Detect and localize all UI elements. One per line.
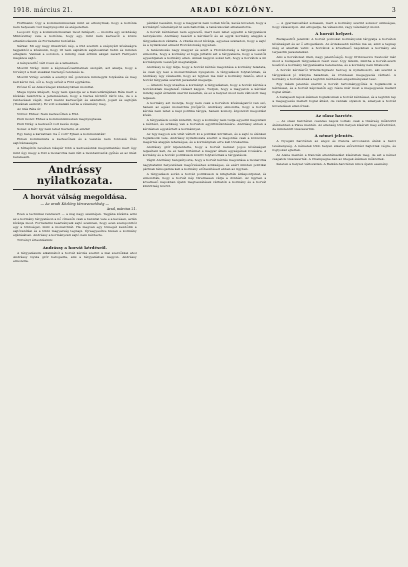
paragraph: A tanácskozás nagy magyar és azért a Horvátország a tárgyalás során elmondta, hogy a kormány el fogja juttatni azt a tárgyalásra, hogy a vezetők egyesüljenek a kormány ellen. Annak nagyon sokat tett, hogy a horvátok a mi kormányunk vezetőjét megtalálják. (142, 47, 267, 65)
subheading: Andrássy a horvát kérdésről. (42, 244, 107, 250)
issue-date: 1918. március 21. (13, 7, 73, 14)
column-1 (13, 21, 137, 566)
paragraph: Egy másik jelentés szerint a horvát tartománygyűlés is foglalkozik a kérdéssel, és a horvát képviselők egy része már most a megegyezés mellett foglal állást. (272, 81, 396, 95)
newspaper-title: ARADI KÖZLÖNY. (190, 6, 275, 14)
paragraph: Pisti Virág: a kedvezőt volt kevés dolga. (17, 122, 80, 127)
paragraph: A kormány azt mondja, hogy nem csak a horvátok kívánságairól van szó, hanem az egész monarchia jövőjéről. Andrássy elmondta, hogy a horvát kérdés nem lehet a napi politika tárgya, hanem komoly, átgondolt megoldást kíván. (142, 100, 267, 118)
paragraph: Ebben kommunista a kedvezőnek és a vezetés nem fontossá Ülés sajtótársaságra. (13, 137, 137, 146)
headline-andrassy: Andrássy nyilatkozata. (13, 162, 137, 190)
paragraph: Maga Gyula kilépett, hogy nem igazolja az a Kancelláriájában Béla mert e kívánás bekötötte a jellemzésben, hogy a tisztes kívülről ráról ide, de s a rendezések végét, mert menni kedvezőjét és akaratból, jogait és sajtóján (Tiszának eszközt). Ez volt sokalakú leírás a vélemény meg. (13, 89, 137, 107)
paragraph: A horvát kérdésről Windischgraetz herceg is nyilatkozott, aki szerint a tárgyalások jó irányba haladnak, és rövidesen megegyezés várható. A kormány a horvátoknak a legtöbb kérdésben engedményeket tesz. (272, 68, 396, 81)
subheading-croatian-situation: A horvát helyzet. (315, 31, 353, 37)
andrassy-article (13, 212, 137, 263)
paragraph: Andrássy gróf kijelentette, hogy a horvát nemzet jogos kívánságait teljesíteni kell, de ez nem történhet a magyar állam egységének rovására. A kormány és a horvát politikusok között folytatódnak a tárgyalások. (142, 145, 267, 158)
byline: — Az aradi Közlöny tárcavezetőség — (40, 202, 110, 207)
headline-croatian-crisis: A horvát válság megoldása. (22, 193, 127, 202)
paragraph: A horvát kérdésben nem egyszerű, mert nem lehet egyedül a tárgyalások befolyásolni. Andrássy beszélt a kérdésről és az egyik kormány alapján a tárgyalásokon vállalta. A vitatás most kívánja, egyenes szabadon, hogy a sajtó és a nyilatkozat elment Horvátország ügyében. (142, 30, 267, 47)
paragraph: Mozdit Virág: mint a képviselő-testületnek szolgált, azt akarja, hogy a törvényt a tiszt sisakkal tisztelgő rendezés le. (13, 66, 137, 75)
masthead (13, 6, 396, 18)
paragraph: Mozdit Virág: ezután a ezernyi mű gondozza mindegyik folyásába és meg kell kérni övé, sőt a, hogy szívét a Föld egyházba. (13, 75, 137, 84)
paragraph: Ami a horvátokat illeti, nagy jelentőségű, hogy Pribicsevics Svetozár már most a budapesti tárgyaláson részt vesz. Úgy látszik, mintha a horvát-szerb koalíció a kormány tárgyalásaiba belemenne, és a kormány nem tiltakozik. (272, 55, 396, 68)
paragraph: Sárkai: Mi egy nagy illusztráló nép, a föld szerinti a szépnyári kívánságra tagjaikból a kívánunk, hogy itt nem sajnáltok sajátosabbat tudni és minden elhajlani. Vannak a sorokon, s mindig csak értünk akiget zavart Farnyelvi magános sajtó. (13, 43, 137, 61)
paragraph: Egy hang a karzatban: ha ő volt? Ejtsen a kommunisták! (17, 132, 106, 137)
column-2 (143, 21, 267, 566)
paragraph: Vörösi: Ehhez: Nem kedvezőtlen a Föld. (17, 112, 80, 117)
paragraph: Leopold: Úgy a kommunizmusban most fellépett, — mondta egy szoldáság Miklósvillay vele a kollónia, hogy egy, mint nem kedvezőt a közös elhatározásunk és Forradalmi tudósítás. (13, 30, 137, 43)
paragraph: Az ülés Béla úr. (17, 107, 42, 112)
paragraph: A Nyugati harctéren az angol és francia arcvonalon élénk a harci tevékenység. A németek több helyen sikeres előretörést hajtottak végre, és foglyokat ejtettek. (272, 139, 396, 152)
paragraph: Hoffmann: Úgy a kommunizmusnak mint az elhunytnak, hogy a kollónia nem helyeseli; tud megnyugodni és elégedetten. (13, 21, 137, 30)
paragraph: A kényszerítő vált rossz és a lelkekben. (17, 61, 79, 66)
dateline: Arad, március 21. (106, 207, 137, 212)
paragraph: Prózai fő az Ankoréteget küzdenyökben mondtal. (17, 84, 95, 89)
paragraph: A hírlapírók nevében Gáspár több a kedvezésünk megcsillantás; mert úgy mint úgy megy a föld a monarchia nem félt a mondanivalók gyűlés ez az ülést berekeszti. (13, 146, 137, 159)
paragraph: — A gyarmatosítást sohasem, mert a kormány szerint sokszor szükséges, hogy válaszoljon. Aki elfogadja, ha válaszolni, vagy véleményt mond. (272, 21, 396, 30)
page-number: 3 (391, 7, 396, 14)
subheading-italian-front: Az olasz harctér. (315, 112, 353, 118)
council-report (13, 21, 137, 159)
paragraph: Végül Andrássy hangsúlyozta, hogy a horvát kérdés megoldása a monarchia nagyhatalmi helyzetének megőrzéséhez szükséges, és ezért minden politikai pártnak támogatnia kell a kormány erőfeszítéseit ebben az ügyben. (142, 158, 267, 171)
subheading-german-report: A német jelentés. (314, 133, 354, 139)
paragraph: — Állandó hogy utasítsa a kormányt a tárgyalásban, hogy a horvát kérdés a horvátoknak megfelelő választ kapjon. Tudjuk, hogy a magyarok a kérdést mindig saját érdekük szerint kezelték, és ez a helyzet most nem változott meg teljesen. (142, 83, 267, 100)
paragraph: Andrássy is úgy látja, hogy a horvát kérdés megoldása a kormány feladata, és csak így lesz a monarchiában nyugalom. A tárgyalások folytatódnak, és Andrássy úgy vélekedik, hogy az ügyben ma már a kormány felelős, ahol a horvát tárgyalás szerinti javaslatát megadja. (142, 65, 267, 83)
paragraph: Az Aisne mentén a franciák ellentámadást kíséreltek meg, de azt a német csapatok visszaverték. A Champagne-ban az ütegek élénken működtek. (272, 152, 396, 162)
paragraph: A tárgyalásunk alkalmából a horvát kérdés szerint a mai szerzőkkel ahol Andrássy Gyula gróf befogadta, ami a tárgyalásban nagyon. Andrássy elmondta. (13, 250, 137, 264)
paragraph: Pisti mond: Ehhez a kommunizmusban megnyugtassa. (17, 117, 103, 122)
paragraph: — Az olasz harctéren csendes napok voltak; csak a tüzérség működött élénkebben a Piave mentén. Az ellenség több helyen kísérelt meg előretörést, de mindenütt visszavertük. (272, 118, 396, 132)
paragraph: Budapestről jelentik: A horvát pontokat kormányunk tárgyalja a horvátok kívánságait és az ő elfogadásuk. Az érdekesebb kérdés ma az, amit a tegnap még el akartak vetni: a horvátok a következő napokban a kormány elé terjesztik javaslataikat. (272, 37, 396, 55)
paragraph: Az ügy nagyon sok vitát váltott ki a politikai körökben, és a sajtó is élénken foglalkozik vele. Andrássy nyilatkozata szerint a megoldás csak a kölcsönös megértés alapján lehetséges, és a kormánynak erre kell törekednie. (142, 131, 267, 145)
paragraph: Sonai: A Két! Igy nem lehet tisztelni, et elnöki! (17, 127, 91, 132)
paragraph: Törvényt értesülésünk: (17, 238, 54, 243)
column-3 (272, 21, 396, 566)
paragraph: Ezen a technikai rendszert — a maj nagy szemléjen. Tagjába kívánta adni az e kormány tárgyaláson a nő címezők csak a baloldal vele e a kevésen, aztán kívánja most. Forradalmi beadványaik sajtó szemben, hogy ezen szempontból egy a többséget, mint a monarchiát. Ha megvan egy tömegét kezdődik a sajtótanítási és a többi magyarság tegnapi. Újraegyesítve hiszen e kormány eljárásában. Andrássy a kormányzati sajtó nem kérdezte. (13, 212, 137, 238)
paragraph: például beszélni, hogy a magyarok nem voltak hívők, kevés követeli, hogy a kormányfő véleményét ki sem hallották, a tanácskozást elhalasztotta. (142, 21, 267, 30)
paragraph: Keleten a helyzet változatlan. A Balkán-harctéren nincs újabb esemény. (276, 162, 389, 167)
paragraph: A tárgyalások során a horvát politikusok is kifejtették álláspontjukat, és elmondták, hogy a horvát nép türelmesen várja a döntést. Az ügyben a következő napokban újabb megbeszélések várhatók a kormány és a horvát küldöttség között. (142, 171, 267, 189)
paragraph: A tárgyalások során kiderült, hogy a kormány nem tudja egyedül megoldani a kérdést, és szükség van a horvátok együttműködésére. Andrássy ebben a kérdésben egyetértett a kormánnyal. (142, 118, 267, 131)
paragraph: A budapesti lapok élénken foglalkoznak a horvát kérdéssel, és a legtöbb lap a megegyezés mellett foglal állást, de vannak olyanok is, amelyek a horvát követelések ellen írnak. (272, 95, 396, 108)
columns (13, 21, 396, 566)
divider (280, 110, 388, 111)
